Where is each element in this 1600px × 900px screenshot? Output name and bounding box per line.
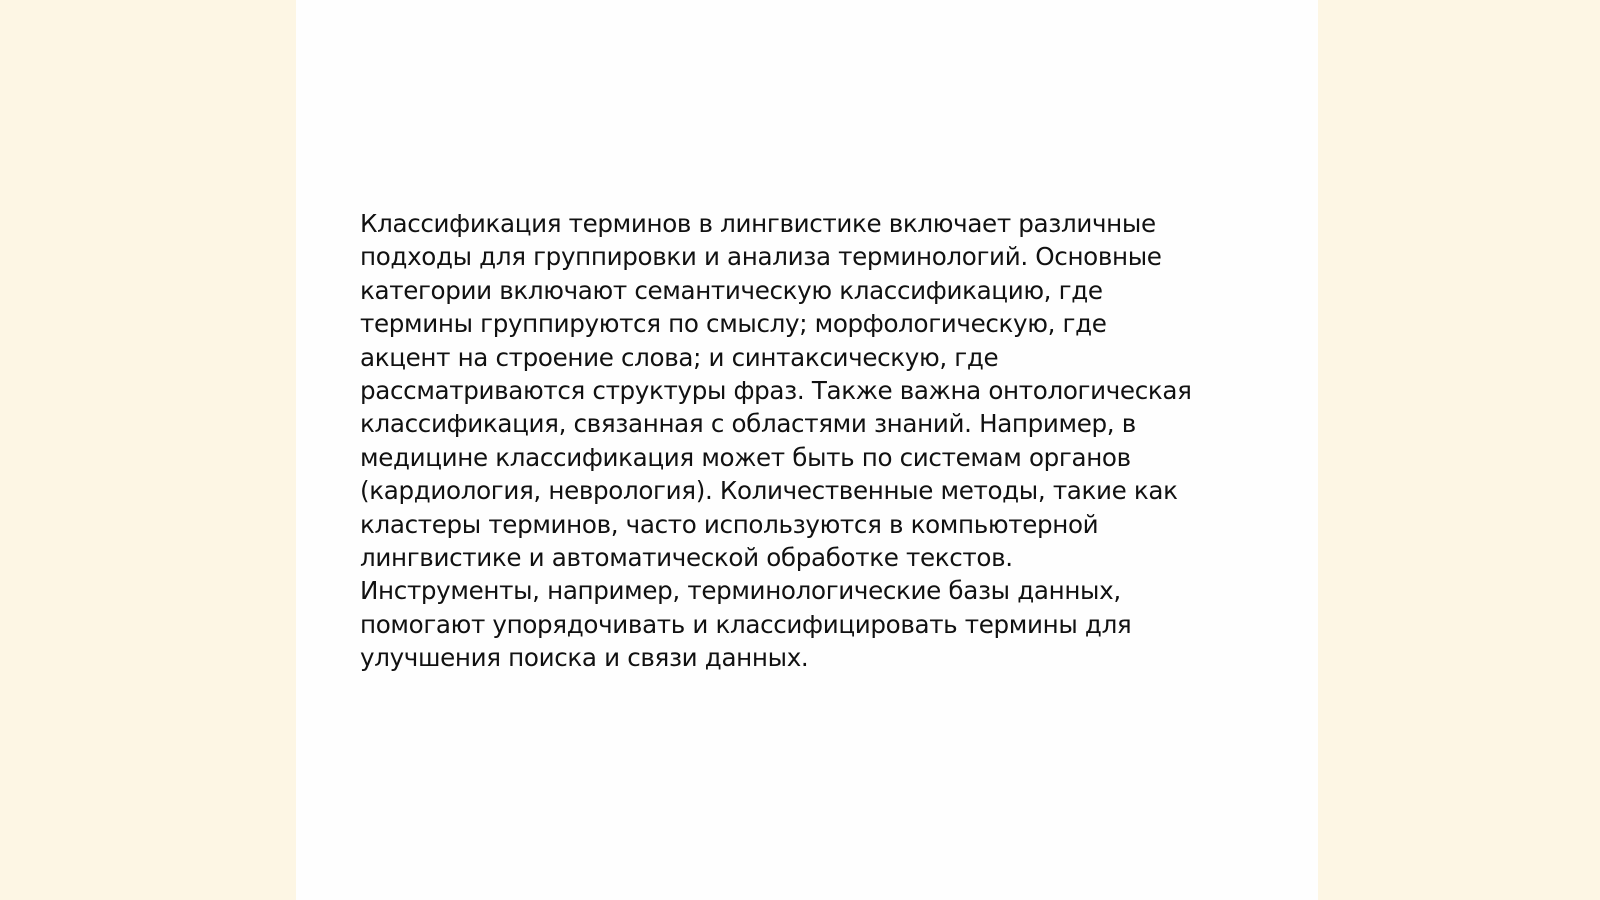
paragraph-line: медицине классификация может быть по системам органов [360,442,1131,472]
paragraph-line: улучшения поиска и связи данных. [360,643,809,673]
paragraph-line: термины группируются по смыслу; морфологическую, где [360,309,1107,339]
paragraph-line: подходы для группировки и анализа терминологий. Основные [360,242,1162,272]
left-margin-panel [0,0,296,900]
paragraph-line: Инструменты, например, терминологические базы данных, [360,576,1121,606]
paragraph-line: кластеры терминов, часто используются в компьютерной [360,509,1099,539]
paragraph-line: рассматриваются структуры фраз. Также важна онтологическая [360,376,1192,406]
paragraph-line: акцент на строение слова; и синтаксическую, где [360,342,999,372]
paragraph-line: Классификация терминов в лингвистике включает различные [360,209,1156,238]
paragraph-line: категории включают семантическую классификацию, где [360,275,1103,305]
paragraph-line: (кардиология, неврология). Количественные методы, такие как [360,476,1178,506]
paragraph-line: классификация, связанная с областями знаний. Например, в [360,409,1136,439]
paragraph-line: лингвистике и автоматической обработке текстов. [360,543,1013,573]
body-paragraph [360,207,1260,675]
paragraph-line: помогают упорядочивать и классифицировать термины для [360,609,1132,639]
right-margin-panel [1318,0,1600,900]
document-page [296,0,1318,900]
